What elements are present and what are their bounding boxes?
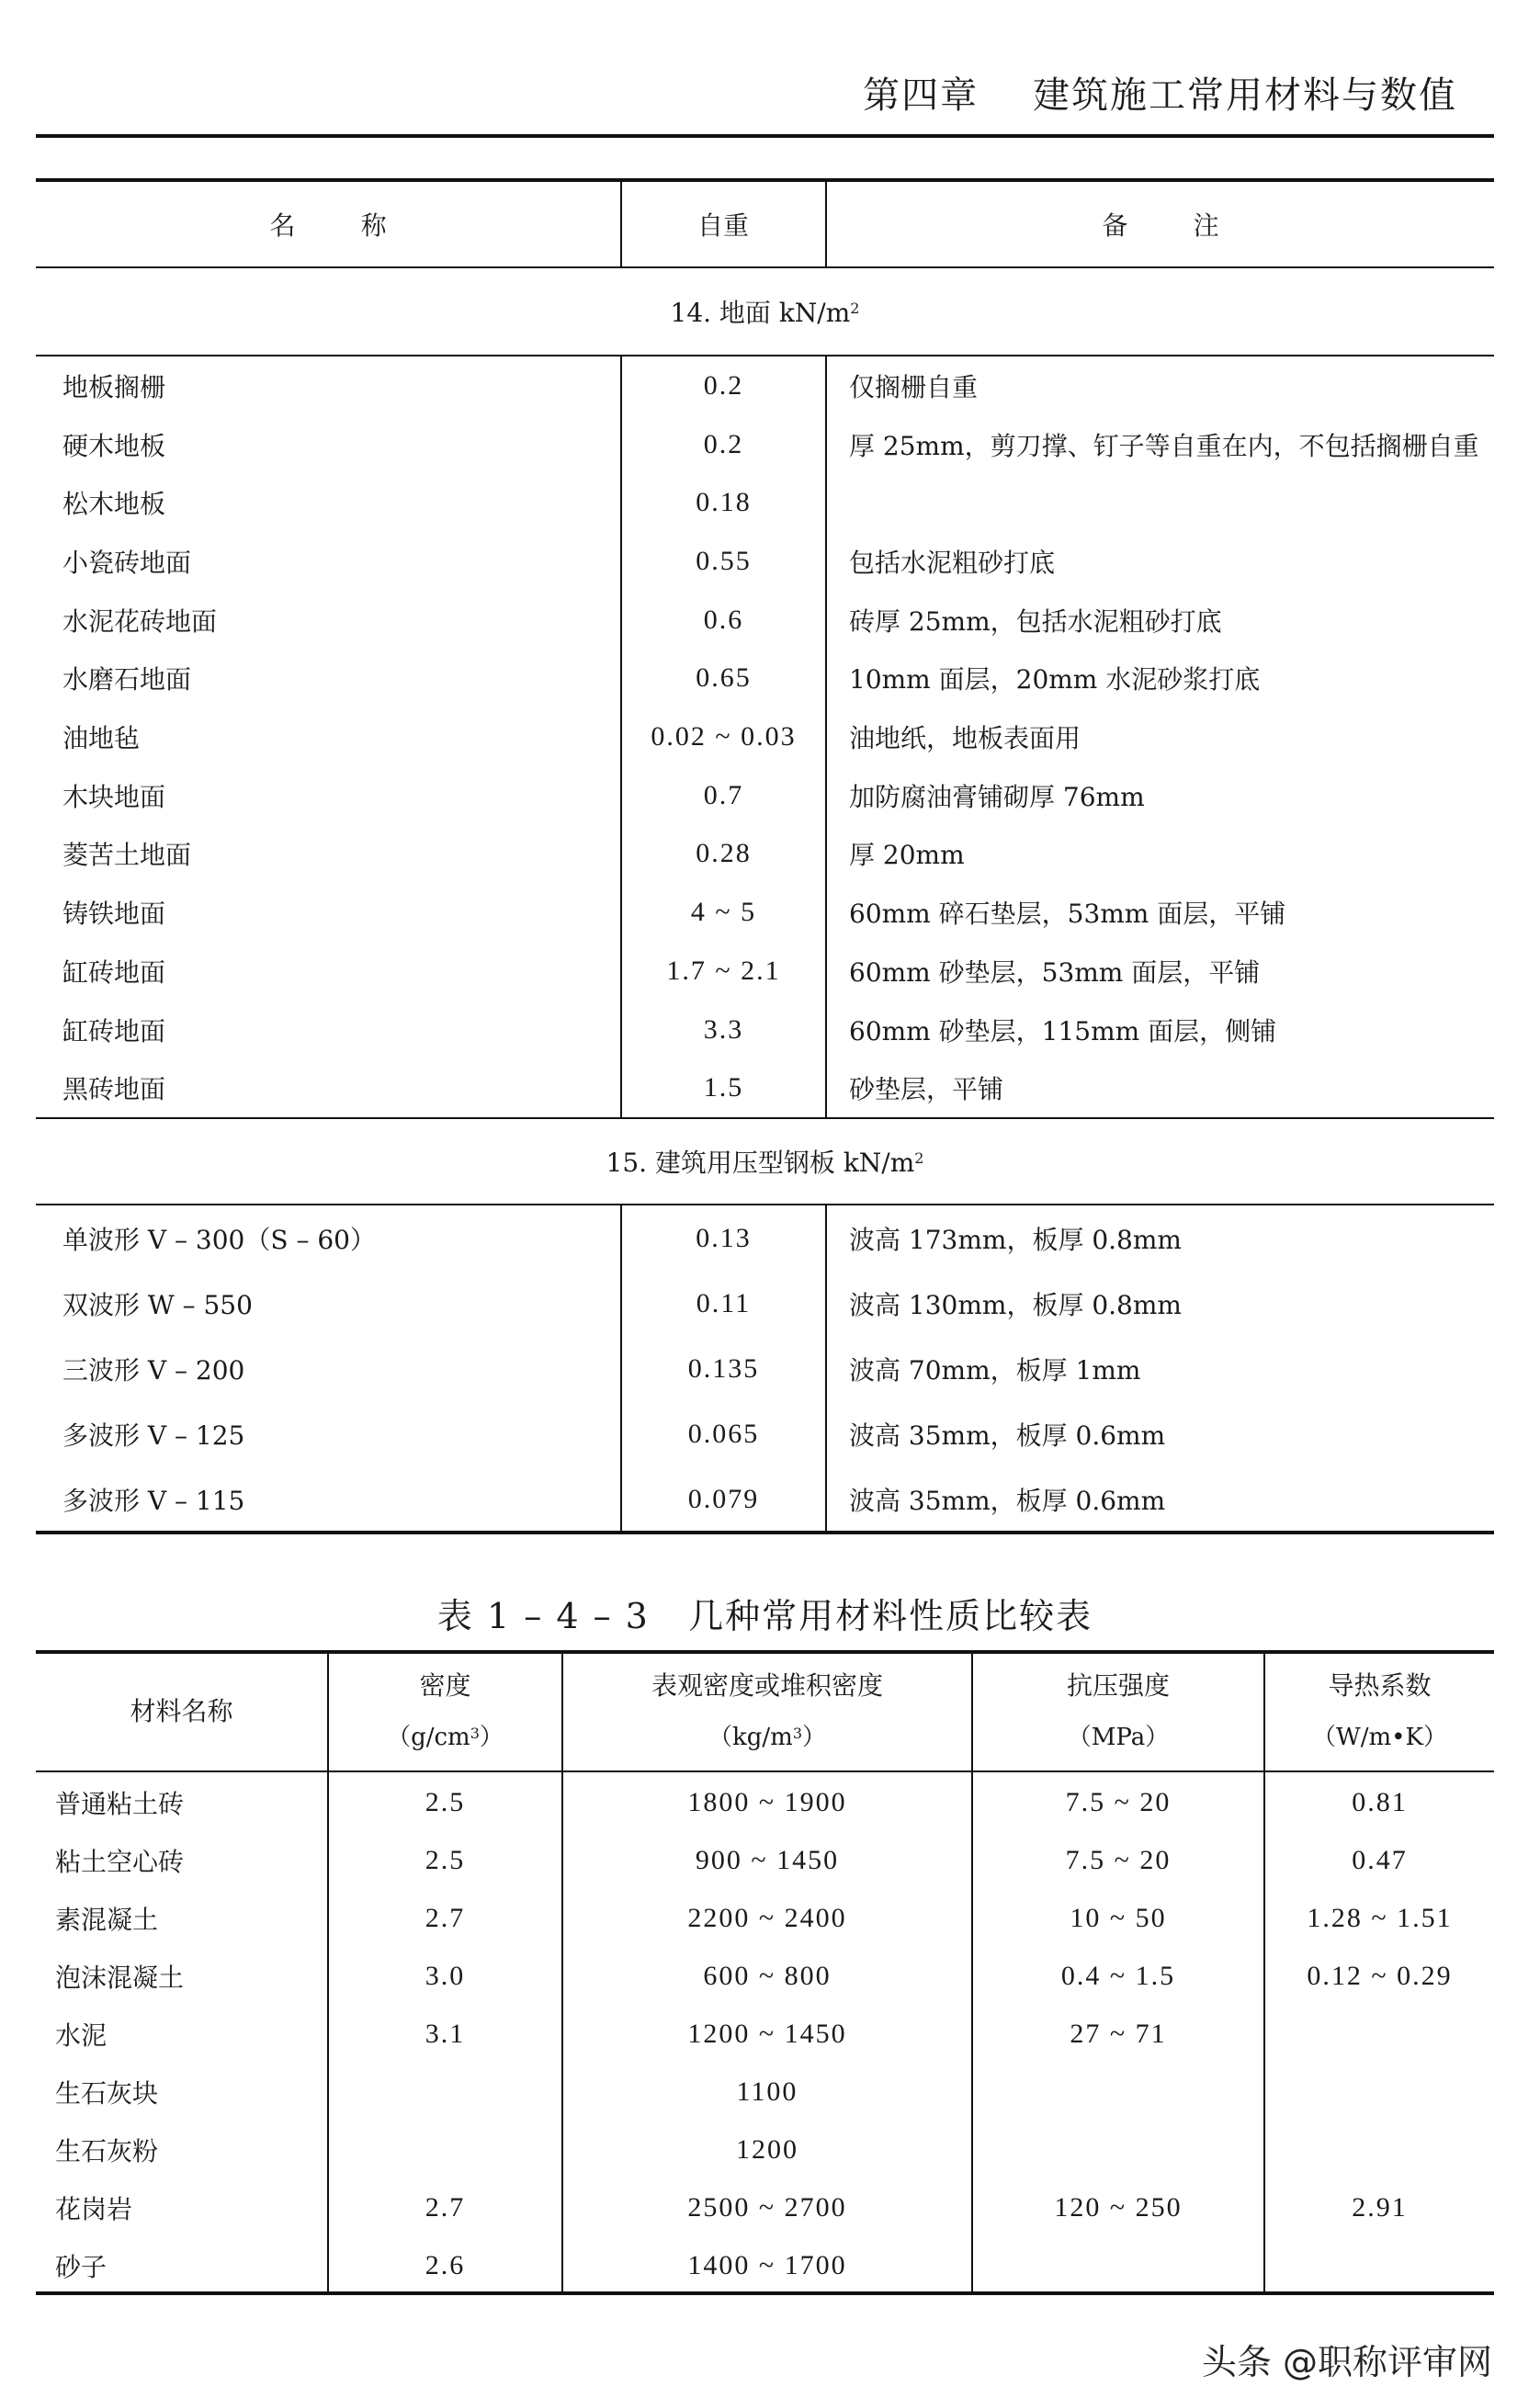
column-divider	[620, 180, 622, 267]
row-weight: 0.65	[696, 662, 752, 694]
row-name: 水泥花砖地面	[62, 605, 218, 637]
row-name: 单波形 V – 300（S – 60）	[62, 1224, 376, 1255]
header-label: 材料名称	[130, 1696, 233, 1726]
table1-header-name: 名 称	[269, 209, 387, 241]
table2-cell-strength: 7.5 ~ 20	[1065, 1786, 1172, 1817]
row-remark: 加防腐油膏铺砌厚 76mm	[849, 781, 1145, 812]
column-divider	[825, 1205, 827, 1533]
table2-cell-conductivity: 0.12 ~ 0.29	[1307, 1960, 1453, 1991]
column-divider	[561, 1652, 563, 2293]
row-remark: 波高 35mm，板厚 0.6mm	[849, 1420, 1166, 1452]
table2-cell-conductivity: 1.28 ~ 1.51	[1307, 1902, 1453, 1933]
row-name: 小瓷砖地面	[62, 547, 192, 578]
header-label: 密度	[419, 1670, 471, 1701]
row-weight: 0.6	[703, 604, 744, 635]
header-unit: （MPa）	[1067, 1724, 1170, 1751]
table2-header-1	[329, 1654, 561, 1770]
row-remark: 波高 35mm，板厚 0.6mm	[849, 1486, 1166, 1517]
table2-cell-name: 生石灰粉	[55, 2135, 159, 2166]
row-remark: 波高 130mm，板厚 0.8mm	[849, 1289, 1182, 1320]
table2-cell-bulk: 2500 ~ 2700	[687, 2191, 847, 2223]
table2-cell-strength	[973, 2236, 1263, 2294]
table2-cell-name: 砂子	[55, 2251, 108, 2282]
table2-cell-name: 泡沫混凝土	[55, 1962, 185, 1993]
table1-header-weight: 自重	[696, 209, 749, 241]
table2-cell-bulk: 1100	[736, 2076, 798, 2107]
column-divider	[1263, 1652, 1265, 2293]
row-remark: 10mm 面层，20mm 水泥砂浆打底	[849, 664, 1261, 696]
row-weight: 0.02 ~ 0.03	[651, 721, 797, 752]
header-unit: （W/m•K）	[1312, 1724, 1447, 1751]
column-divider	[971, 1652, 973, 2293]
header-unit: $(g/cm^3)$	[387, 1724, 504, 1751]
table2-cell-conductivity: 0.47	[1352, 1844, 1408, 1875]
row-weight: 1.7 ~ 2.1	[666, 955, 781, 986]
column-divider	[825, 356, 827, 1117]
column-divider	[327, 1652, 329, 2293]
table2-cell-bulk: 1800 ~ 1900	[687, 1786, 847, 1817]
table2-header-2	[563, 1654, 971, 1770]
row-remark: 60mm 碎石垫层，53mm 面层，平铺	[849, 899, 1286, 930]
table2-cell-name: 素混凝土	[55, 1904, 159, 1935]
header-unit: $(kg/m^3)$	[708, 1724, 827, 1751]
table2-cell-name: 水泥	[55, 2019, 108, 2051]
row-weight: 0.2	[703, 369, 744, 401]
table2-cell-bulk: 900 ~ 1450	[695, 1844, 840, 1875]
table2-cell-density: 2.5	[425, 1786, 466, 1817]
header-label: 抗压强度	[1066, 1670, 1170, 1701]
row-name: 木块地面	[62, 781, 166, 812]
row-name: 铸铁地面	[62, 899, 166, 930]
row-name: 多波形 V – 115	[62, 1486, 245, 1517]
table2-header-4	[1265, 1654, 1494, 1770]
table2-cell-density: 2.6	[425, 2249, 466, 2280]
table2-cell-strength	[973, 2063, 1263, 2121]
header-label: 表观密度或堆积密度	[651, 1670, 883, 1701]
row-name: 黑砖地面	[62, 1074, 166, 1105]
header-label: 导热系数	[1328, 1670, 1432, 1701]
row-weight: 3.3	[703, 1013, 744, 1045]
table2-cell-name: 花岗岩	[55, 2193, 133, 2224]
table2-cell-density: 2.5	[425, 1844, 466, 1875]
table2-cell-density	[329, 2063, 561, 2121]
table2-cell-bulk: 1200 ~ 1450	[687, 2018, 847, 2049]
row-weight: 0.55	[696, 545, 752, 576]
row-remark: 砖厚 25mm，包括水泥粗砂打底	[849, 605, 1222, 637]
row-weight: 0.13	[696, 1222, 752, 1253]
row-weight: 1.5	[703, 1072, 744, 1103]
table2-cell-conductivity: 2.91	[1352, 2191, 1408, 2223]
table2-header-rule	[36, 1770, 1494, 1772]
row-name: 油地毡	[62, 723, 141, 754]
table2-cell-strength: 120 ~ 250	[1054, 2191, 1183, 2223]
table2-cell-density: 2.7	[425, 1902, 466, 1933]
table2-cell-bulk: 1200	[736, 2133, 798, 2165]
chapter-title: 第四章 建筑施工常用材料与数值	[863, 74, 1457, 117]
row-remark: 包括水泥粗砂打底	[849, 547, 1056, 578]
table2-cell-strength: 27 ~ 71	[1070, 2018, 1167, 2049]
table2-caption: 表 1 – 4 – 3 几种常用材料性质比较表	[436, 1596, 1093, 1636]
table2-cell-name: 普通粘土砖	[55, 1788, 185, 1819]
row-name: 多波形 V – 125	[62, 1420, 245, 1452]
row-weight: 0.7	[703, 779, 744, 810]
table2-cell-conductivity	[1265, 2236, 1494, 2294]
row-remark: 油地纸，地板表面用	[849, 723, 1081, 754]
watermark: 头条 @职称评审网	[1201, 2342, 1492, 2382]
table2-header-0	[36, 1654, 327, 1770]
row-name: 三波形 V – 200	[62, 1354, 245, 1386]
table2-cell-conductivity: 0.81	[1352, 1786, 1408, 1817]
table2-cell-conductivity	[1265, 2063, 1494, 2121]
row-name: 地板搁栅	[62, 371, 166, 402]
table2-cell-strength: 10 ~ 50	[1070, 1902, 1167, 1933]
row-weight: 4 ~ 5	[690, 897, 757, 928]
page-header-rule	[36, 134, 1494, 138]
table2-cell-name: 生石灰块	[55, 2077, 159, 2109]
table2-cell-density: 3.0	[425, 1960, 466, 1991]
table2-cell-density: 3.1	[425, 2018, 466, 2049]
row-remark: 砂垫层，平铺	[849, 1074, 1004, 1105]
table2-cell-density: 2.7	[425, 2191, 466, 2223]
row-name: 菱苦土地面	[62, 840, 192, 871]
table2-cell-strength	[973, 2121, 1263, 2178]
table2-cell-strength: 7.5 ~ 20	[1065, 1844, 1172, 1875]
table2-cell-density	[329, 2121, 561, 2178]
table2-cell-conductivity	[1265, 2121, 1494, 2178]
row-weight: 0.11	[696, 1287, 752, 1318]
row-name: 松木地板	[62, 489, 166, 520]
row-weight: 0.28	[696, 838, 752, 869]
row-weight: 0.18	[696, 487, 752, 518]
table2-cell-bulk: 600 ~ 800	[703, 1960, 832, 1991]
row-remark: 60mm 砂垫层，115mm 面层，侧铺	[849, 1015, 1277, 1046]
table1-bottom-rule	[36, 1531, 1494, 1534]
table2-cell-bulk: 1400 ~ 1700	[687, 2249, 847, 2280]
column-divider	[825, 180, 827, 267]
row-weight: 0.065	[687, 1419, 760, 1450]
row-weight: 0.079	[687, 1484, 760, 1515]
row-remark	[849, 473, 1492, 532]
row-name: 缸砖地面	[62, 1015, 166, 1046]
row-remark: 波高 173mm，板厚 0.8mm	[849, 1224, 1182, 1255]
row-weight: 0.2	[703, 428, 744, 459]
row-remark: 仅搁栅自重	[849, 371, 979, 402]
table2-cell-conductivity	[1265, 2005, 1494, 2063]
row-name: 双波形 W – 550	[62, 1289, 253, 1320]
table1-header-remark: 备 注	[1102, 209, 1219, 241]
table2-header-3	[973, 1654, 1263, 1770]
table2-bottom-rule	[36, 2291, 1494, 2295]
section-title-steel-deck: 15. 建筑用压型钢板 kN/m $^2$	[606, 1148, 924, 1178]
row-remark: 60mm 砂垫层，53mm 面层，平铺	[849, 956, 1261, 988]
table2-cell-bulk: 2200 ~ 2400	[687, 1902, 847, 1933]
row-name: 硬木地板	[62, 430, 166, 461]
row-remark: 厚 25mm，剪刀撑、钉子等自重在内，不包括搁栅自重	[849, 430, 1479, 461]
section-title-floor: 14. 地面 kN/m $^2$	[670, 298, 860, 328]
row-name: 缸砖地面	[62, 956, 166, 988]
row-name: 水磨石地面	[62, 664, 192, 696]
row-weight: 0.135	[687, 1352, 760, 1384]
table2-cell-name: 粘土空心砖	[55, 1846, 185, 1877]
row-remark: 波高 70mm，板厚 1mm	[849, 1354, 1141, 1386]
row-remark: 厚 20mm	[849, 840, 965, 871]
table2-cell-strength: 0.4 ~ 1.5	[1060, 1960, 1176, 1991]
